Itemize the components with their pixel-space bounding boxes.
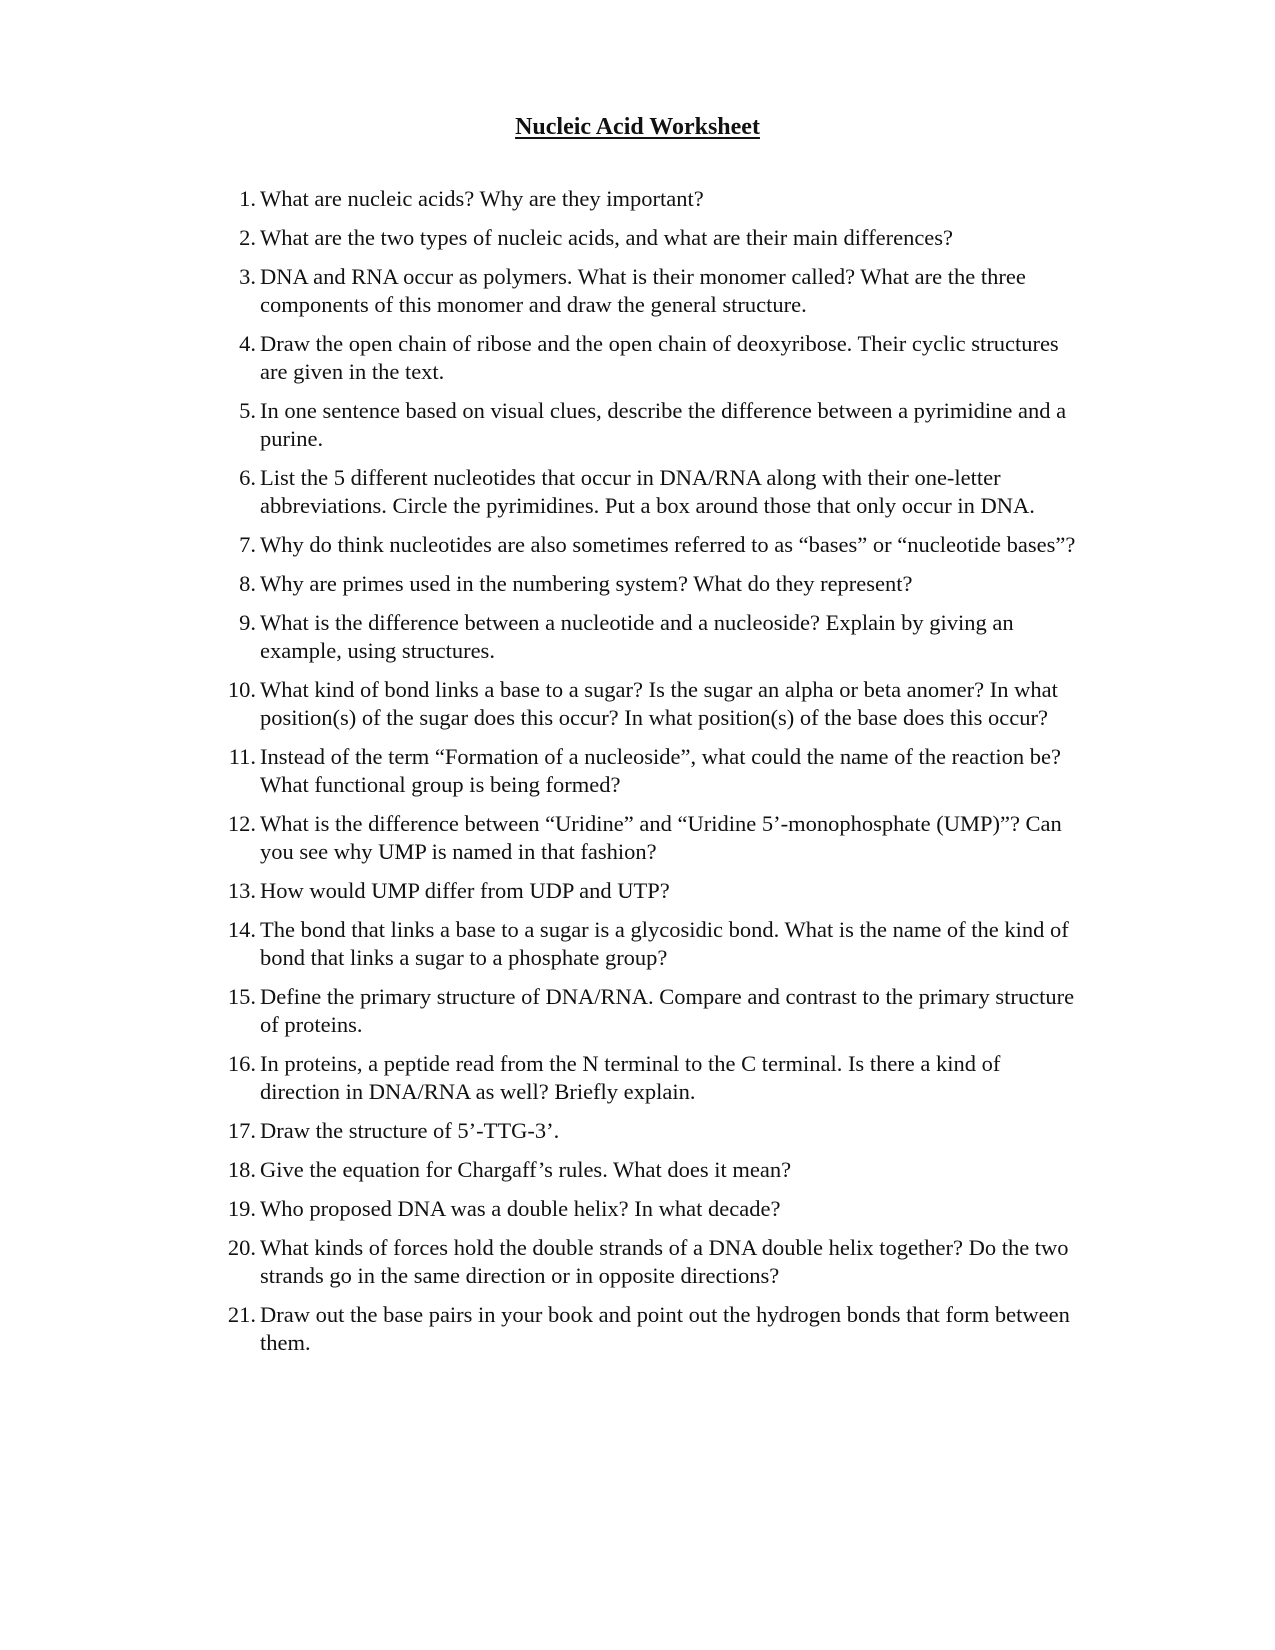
question-item [222,397,1082,453]
question-item [222,1195,1082,1223]
question-item [222,1301,1082,1357]
question-number: 11. [228,744,256,769]
question-text: Instead of the term “Formation of a nucleoside”, what could the name of the reaction be? What functional group is being formed? [260,744,1061,797]
question-text: What kind of bond links a base to a sugar? Is the sugar an alpha or beta anomer? In what position(s) of the sugar does this occur? In what position(s) of the base does this occur? [260,677,1058,730]
question-text: Draw the structure of 5’-TTG-3’. [260,1118,560,1143]
question-item [222,916,1082,972]
question-number: 5. [239,398,256,423]
question-text: Who proposed DNA was a double helix? In what decade? [260,1196,781,1221]
question-number: 16. [227,1051,256,1076]
question-text: What is the difference between “Uridine” and “Uridine 5’-monophosphate (UMP)”? Can you see why UMP is named in that fashion? [260,811,1062,864]
question-text: Why are primes used in the numbering system? What do they represent? [260,571,913,596]
question-text: The bond that links a base to a sugar is a glycosidic bond. What is the name of the kind of bond that links a sugar to a phosphate group? [260,917,1069,970]
question-number: 14. [227,917,256,942]
question-text: Give the equation for Chargaff’s rules. What does it mean? [260,1157,792,1182]
question-item [222,1156,1082,1184]
question-number: 1. [239,186,256,211]
page-title-text: Nucleic Acid Worksheet [515,114,760,140]
question-number: 17. [227,1118,256,1143]
question-item [222,609,1082,665]
page-title [0,112,1275,142]
question-text: DNA and RNA occur as polymers. What is their monomer called? What are the three components of this monomer and draw the general structure. [260,264,1026,317]
question-number: 4. [239,331,256,356]
question-text: Why do think nucleotides are also sometimes referred to as “bases” or “nucleotide bases”? [260,532,1076,557]
question-text: In proteins, a peptide read from the N terminal to the C terminal. Is there a kind of direction in DNA/RNA as well? Briefly explain. [260,1051,1001,1104]
question-number: 6. [239,465,256,490]
question-number: 18. [227,1157,256,1182]
question-number: 8. [239,571,256,596]
question-item [222,1234,1082,1290]
question-number: 19. [227,1196,256,1221]
question-number: 12. [227,811,256,836]
question-text: What are the two types of nucleic acids, and what are their main differences? [260,225,954,250]
question-item [222,185,1082,213]
question-item [222,1050,1082,1106]
question-text: Draw out the base pairs in your book and point out the hydrogen bonds that form between them. [260,1302,1070,1355]
question-text: What is the difference between a nucleotide and a nucleoside? Explain by giving an example, using structures. [260,610,1014,663]
question-item [222,1117,1082,1145]
question-item [222,464,1082,520]
question-text: In one sentence based on visual clues, describe the difference between a pyrimidine and a purine. [260,398,1067,451]
question-item [222,877,1082,905]
question-item [222,570,1082,598]
question-item [222,676,1082,732]
question-number: 15. [227,984,256,1009]
question-list [222,185,1082,1368]
question-number: 9. [239,610,256,635]
question-text: Draw the open chain of ribose and the open chain of deoxyribose. Their cyclic structures are given in the text. [260,331,1059,384]
question-item [222,810,1082,866]
question-number: 20. [227,1235,256,1260]
question-number: 21. [227,1302,256,1327]
question-item [222,983,1082,1039]
question-number: 2. [239,225,256,250]
question-item [222,330,1082,386]
question-item [222,531,1082,559]
question-text: List the 5 different nucleotides that occur in DNA/RNA along with their one-letter abbreviations. Circle the pyrimidines. Put a box around those that only occur in DNA. [260,465,1035,518]
question-number: 13. [227,878,256,903]
question-text: How would UMP differ from UDP and UTP? [260,878,670,903]
question-item [222,224,1082,252]
question-number: 3. [239,264,256,289]
question-text: What are nucleic acids? Why are they important? [260,186,704,211]
question-number: 10. [227,677,256,702]
question-number: 7. [239,532,256,557]
question-item [222,263,1082,319]
question-item [222,743,1082,799]
question-text: Define the primary structure of DNA/RNA. Compare and contrast to the primary structure of proteins. [260,984,1075,1037]
question-text: What kinds of forces hold the double strands of a DNA double helix together? Do the two strands go in the same direction or in opposite directions? [260,1235,1069,1288]
